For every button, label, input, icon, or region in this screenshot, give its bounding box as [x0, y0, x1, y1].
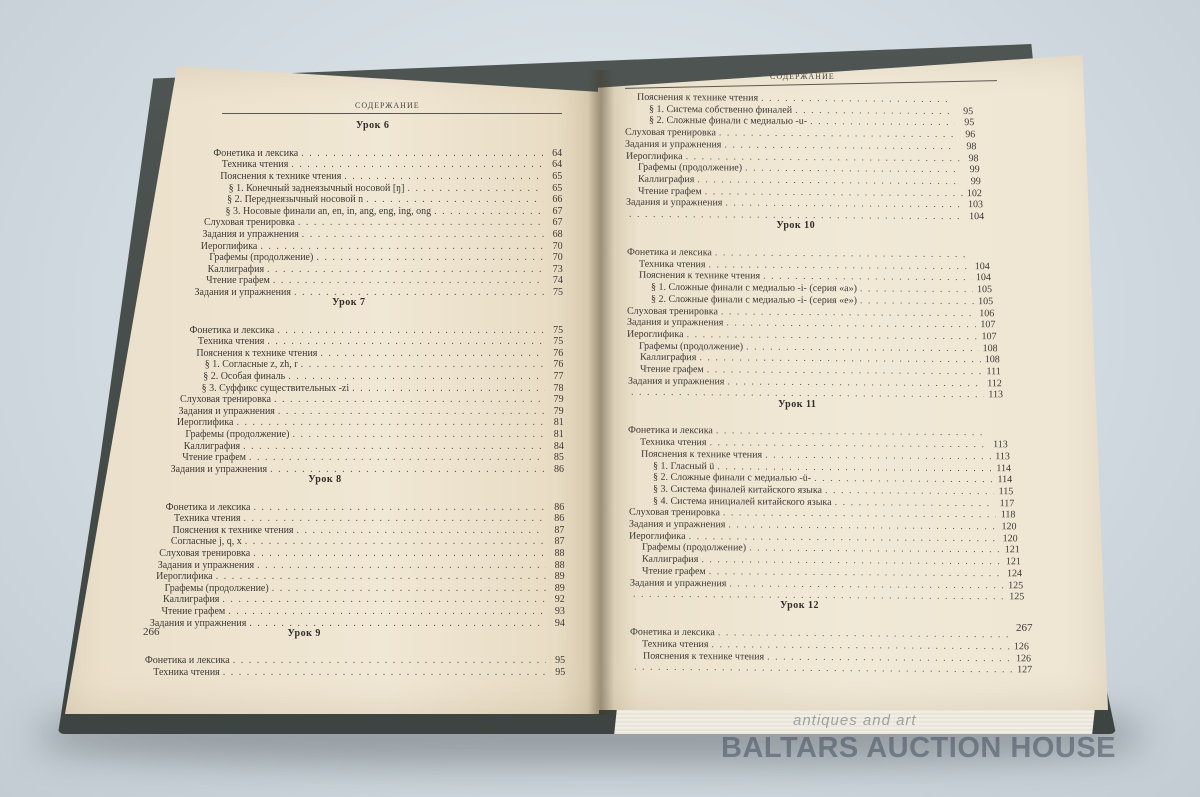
toc-entry: [165, 583, 565, 594]
dot-leader: [810, 116, 955, 128]
dot-leader: [277, 325, 544, 336]
toc-entry-title: Фонетика и лексика: [189, 324, 275, 336]
toc-entry: [178, 406, 563, 417]
toc-page-number: 65: [552, 182, 563, 194]
dot-leader: [298, 217, 544, 228]
toc-entry-title: § 2. Сложные финали с медиалью -ü-: [652, 471, 811, 485]
toc-entry: [195, 287, 563, 298]
toc-page-number: 67: [552, 217, 563, 229]
dot-leader: [706, 364, 981, 377]
toc-page-number: 108: [984, 354, 1000, 366]
toc-entry: [196, 348, 563, 359]
dot-leader: [316, 252, 543, 263]
toc-entry-title: § 1. Согласные z, zh, r: [204, 359, 298, 371]
toc-entry-title: Техника чтения: [197, 336, 265, 348]
toc-entry-title: Каллиграфия: [637, 173, 695, 186]
toc-entry-title: Иероглифика: [200, 240, 258, 252]
toc-page-number: 104: [974, 260, 990, 272]
toc-entry-title: Фонетика и лексика: [144, 655, 230, 667]
toc-entry: [204, 217, 563, 228]
toc-entry-title: § 2. Сложные финали с медиалью -u-: [649, 115, 808, 128]
toc-page-number: 108: [983, 342, 999, 354]
toc-entry-title: Техника чтения: [638, 258, 706, 270]
dot-leader: [267, 264, 544, 275]
lesson-heading: Урок 8: [308, 473, 342, 485]
toc-entry: [651, 294, 993, 307]
toc-page-number: 126: [1015, 652, 1031, 665]
dot-leader: [301, 148, 543, 159]
lesson-heading: Урок 9: [287, 627, 321, 639]
toc-entry-title: Фонетика и лексика: [213, 147, 299, 159]
toc-page-number: 70: [552, 252, 563, 264]
toc-page-number: 104: [975, 272, 991, 284]
toc-page-number: 113: [988, 389, 1004, 401]
dot-leader: [407, 183, 543, 194]
left-folio: 266: [143, 626, 160, 638]
toc-page-number: 99: [970, 176, 981, 188]
toc-page-number: 126: [1014, 641, 1030, 653]
toc-entry-title: Слуховая тренировка: [625, 126, 717, 139]
toc-entry-title: Фонетика и лексика: [630, 626, 716, 639]
toc-entry: [189, 325, 563, 336]
toc-entry: [198, 336, 563, 347]
toc-page-number: 102: [966, 187, 982, 199]
toc-page-number: 113: [994, 451, 1010, 463]
dot-leader: [228, 606, 546, 617]
toc-page-number: 75: [553, 336, 564, 348]
toc-entry-title: § 2. Переднеязычный носовой n: [227, 194, 364, 206]
toc-page-number: 89: [554, 582, 565, 594]
toc-entry-title: Графемы (продолжение): [209, 252, 314, 264]
dot-leader: [708, 566, 1002, 579]
toc-entry: [208, 264, 563, 275]
toc-entry-title: Иероглифика: [156, 571, 213, 583]
toc-entry-title: Пояснения к технике чтения: [640, 448, 762, 461]
dot-leader: [260, 241, 543, 252]
toc-page-number: 66: [552, 194, 563, 206]
toc-page-number: 86: [554, 501, 565, 513]
toc-page-number: 68: [552, 228, 563, 240]
toc-page-number: 113: [993, 439, 1009, 451]
toc-entry: [625, 139, 977, 152]
toc-entry: [158, 560, 565, 571]
toc-page-number: 120: [1001, 521, 1017, 533]
dot-leader: [719, 128, 956, 141]
toc-entry-title: Задания и упражнения: [625, 138, 722, 151]
toc-entry-title: Графемы (продолжение): [637, 161, 742, 174]
toc-entry: [220, 171, 562, 182]
toc-page-number: 106: [979, 307, 995, 319]
toc-entry-title: Чтение графем: [206, 275, 270, 287]
toc-page-number: 92: [554, 594, 565, 606]
dot-leader: [712, 639, 1010, 652]
toc-page-number: 81: [553, 429, 564, 441]
left-head-rule: [222, 113, 562, 114]
toc-entry-title: Каллиграфия: [163, 594, 220, 606]
toc-page-number: 114: [995, 462, 1011, 474]
toc-entry-title: Пояснения к технике чтения: [642, 650, 764, 663]
toc-page-number: 124: [1006, 568, 1022, 580]
toc-entry-title: Графемы (продолжение): [185, 429, 290, 441]
toc-page-number: 96: [965, 129, 976, 141]
dot-leader: [725, 139, 958, 152]
dot-leader: [795, 105, 954, 117]
toc-entry-title: Иероглифика: [176, 417, 234, 429]
dot-leader: [288, 371, 544, 382]
toc-entry: [177, 417, 564, 428]
toc-entry: [174, 513, 564, 524]
toc-page-number: 67: [552, 205, 563, 217]
toc-page-number: 95: [964, 117, 975, 129]
toc-page-number: 86: [554, 513, 565, 525]
toc-entry-title: Фонетика и лексика: [628, 425, 714, 437]
toc-entry: [180, 394, 564, 405]
toc-entry-title: Пояснения к технике чтения: [196, 347, 318, 359]
toc-entry: [227, 194, 562, 205]
dot-leader: [244, 513, 546, 524]
toc-page-number: 111: [986, 366, 1001, 378]
dot-leader: [272, 583, 546, 594]
toc-entry: [229, 183, 563, 194]
toc-entry: [156, 571, 564, 582]
toc-entry: [163, 594, 565, 605]
toc-entry-title: Задания и упражнения: [629, 518, 726, 531]
lesson-heading: Урок 11: [778, 398, 817, 410]
toc-entry-title: Техника чтения: [221, 159, 289, 171]
toc-entry-title: § 2. Сложные финали с медиалью -i- (серия «е»): [650, 293, 857, 307]
dot-leader: [292, 429, 544, 440]
toc-entry-title: § 3. Система финалей китайского языка: [652, 483, 822, 496]
toc-entry: [161, 606, 564, 617]
toc-page-number: 65: [552, 170, 563, 182]
toc-entry: [150, 618, 565, 629]
toc-entry-title: Иероглифика: [625, 150, 683, 162]
dot-leader: [216, 571, 546, 582]
toc-entry-title: Задания и упражнения: [170, 463, 268, 475]
toc-page-number: 76: [553, 359, 564, 371]
toc-page-number: 120: [1003, 533, 1019, 545]
dot-leader: [253, 548, 545, 559]
toc-entry-title: § 4. Система инициалей китайского языка: [652, 495, 832, 508]
dot-leader: [257, 560, 545, 571]
toc-entry-title: § 1. Конечный заднеязычный носовой [ŋ]: [228, 182, 405, 194]
toc-entry-title: Задания и упражнения: [626, 197, 723, 209]
dot-leader: [434, 206, 543, 217]
toc-page-number: 121: [1004, 544, 1020, 556]
toc-page-number: 107: [980, 319, 996, 331]
lesson-heading: Урок 10: [776, 220, 816, 232]
lesson-heading: Урок 7: [332, 296, 366, 308]
toc-page-number: 81: [553, 417, 564, 429]
toc-entry-title: Иероглифика: [627, 328, 684, 341]
dot-leader: [302, 229, 544, 240]
dot-leader: [249, 452, 545, 463]
dot-leader: [352, 383, 544, 394]
toc-entry: [213, 148, 562, 159]
toc-page-number: 87: [554, 536, 565, 548]
toc-entry-title: Задания и упражнения: [194, 286, 291, 298]
dot-leader: [233, 655, 546, 666]
lesson-heading: Урок 12: [780, 600, 819, 612]
toc-page-number: 98: [966, 140, 977, 153]
dot-leader: [714, 247, 969, 260]
toc-entry: [206, 275, 563, 286]
toc-entry-title: Задания и упражнения: [627, 316, 724, 329]
dot-leader: [825, 485, 994, 497]
dot-leader: [267, 336, 544, 347]
toc-entry-title: Согласные j, q, x: [170, 536, 242, 548]
toc-page-number: 93: [554, 605, 565, 617]
dot-leader: [222, 594, 545, 605]
toc-entry: [166, 502, 565, 513]
toc-page-number: 70: [552, 240, 563, 252]
left-running-head: СОДЕРЖАНИЕ: [355, 101, 420, 110]
toc-entry-title: Задания и упражнения: [627, 375, 725, 388]
toc-page-number: 94: [554, 617, 565, 629]
toc-page-number: 115: [998, 486, 1014, 498]
dot-leader: [727, 318, 977, 331]
toc-entry: [153, 667, 565, 678]
toc-entry-title: Задания и упражнения: [157, 559, 255, 571]
toc-page-number: 104: [969, 211, 985, 223]
toc-entry: [638, 174, 981, 187]
toc-page-number: 84: [553, 440, 564, 452]
toc-page-number: 114: [997, 474, 1012, 486]
toc-page-number: 76: [553, 347, 564, 359]
toc-entry: [222, 159, 562, 170]
toc-entry-title: Чтение графем: [182, 452, 246, 464]
toc-entry-title: Фонетика и лексика: [626, 246, 712, 259]
toc-page-number: 121: [1005, 556, 1021, 568]
toc-entry-title: Чтение графем: [639, 363, 704, 376]
toc-page-number: 118: [1000, 509, 1016, 521]
dot-leader: [761, 93, 953, 105]
dot-leader: [835, 497, 996, 509]
toc-entry-title: § 3. Суффикс существительных -zi: [201, 382, 350, 394]
toc-entry-title: Слуховая тренировка: [629, 506, 721, 519]
toc-page-number: 117: [999, 497, 1015, 509]
watermark-subtitle: antiques and art: [793, 712, 917, 729]
dot-leader: [725, 198, 964, 211]
toc-page-number: 125: [1009, 591, 1025, 603]
toc-entry-title: Графемы (продолжение): [639, 340, 744, 353]
toc-page-number: 88: [554, 559, 565, 571]
dot-leader: [291, 159, 543, 170]
toc-entry: [201, 241, 563, 252]
toc-page-number: 105: [976, 284, 992, 296]
toc-entry: [171, 536, 565, 547]
dot-leader: [278, 406, 545, 417]
toc-page-number: 112: [987, 377, 1002, 390]
spine-gutter: [588, 70, 614, 715]
toc-page-number: 127: [1016, 664, 1032, 676]
toc-entry-title: Слуховая тренировка: [180, 394, 271, 406]
toc-entry: [171, 464, 564, 475]
toc-page-number: 64: [552, 147, 563, 159]
toc-page-number: 73: [552, 263, 563, 275]
toc-entry: [184, 441, 564, 452]
toc-entry-title: § 3. Носовые финали an, en, in, ang, eng, ing, ong: [225, 205, 432, 217]
toc-entry-title: Чтение графем: [637, 185, 702, 197]
toc-entry-title: Каллиграфия: [183, 440, 241, 452]
toc-entry: [205, 359, 564, 370]
toc-entry-title: Пояснения к технике чтения: [636, 91, 759, 104]
toc-page-number: 78: [553, 382, 564, 394]
toc-entry-title: Слуховая тренировка: [627, 305, 719, 317]
toc-page-number: 85: [553, 452, 564, 464]
toc-entry-title: Слуховая тренировка: [203, 217, 295, 229]
toc-page-number: 77: [553, 371, 564, 383]
dot-leader: [274, 394, 545, 405]
toc-entry-title: Каллиграфия: [207, 263, 265, 275]
dot-leader: [243, 441, 545, 452]
toc-page-number: 125: [1007, 579, 1024, 591]
toc-entry-title: Чтение графем: [161, 605, 226, 617]
toc-page-number: 88: [554, 547, 565, 559]
toc-entry: [202, 229, 562, 240]
dot-leader: [701, 554, 1002, 567]
toc-entry-title: Пояснения к технике чтения: [638, 270, 760, 283]
dot-leader: [763, 271, 972, 283]
dot-leader: [344, 171, 543, 182]
dot-leader: [223, 667, 546, 678]
toc-entry-title: § 2. Особая финаль: [203, 371, 286, 383]
dot-leader: [765, 449, 991, 462]
toc-entry-title: Задания и упражнения: [178, 405, 275, 417]
dot-leader: [273, 275, 544, 286]
lesson-heading: Урок 6: [356, 120, 390, 131]
toc-entry-title: Задания и упражнения: [629, 577, 727, 589]
toc-entry-title: Иероглифика: [629, 530, 686, 542]
watermark-title: BALTARS AUCTION HOUSE: [721, 732, 1117, 764]
toc-entry: [185, 429, 563, 440]
toc-page-number: 98: [968, 152, 979, 164]
toc-entry-title: § 1. Система собственно финалей: [649, 103, 793, 116]
toc-page-number: 107: [981, 331, 997, 343]
toc-entry: [202, 383, 564, 394]
dot-leader: [745, 163, 961, 176]
toc-entry-title: Чтение графем: [641, 565, 706, 577]
dot-leader: [297, 525, 546, 536]
toc-entry: [209, 252, 563, 263]
dot-leader: [687, 329, 978, 342]
dot-leader: [710, 437, 989, 450]
toc-entry-title: Техника чтения: [642, 638, 710, 651]
toc-page-number: 99: [969, 164, 980, 176]
toc-page-number: 103: [968, 199, 984, 211]
dot-leader: [301, 359, 545, 370]
toc-entry-title: Каллиграфия: [641, 553, 699, 566]
toc-entry: [226, 206, 563, 217]
toc-entry-title: Задания и упражнения: [202, 228, 299, 240]
toc-page-number: 75: [552, 286, 563, 298]
right-folio: 267: [1016, 622, 1033, 634]
dot-leader: [320, 348, 544, 359]
toc-entry-title: Техника чтения: [174, 513, 241, 525]
toc-entry-title: § 1. Гласный ü: [652, 460, 715, 472]
toc-entry-title: Каллиграфия: [639, 352, 697, 364]
toc-entry: [159, 548, 564, 559]
toc-page-number: 95: [963, 105, 974, 117]
auction-watermark: [721, 712, 1121, 778]
toc-entry-title: Графемы (продолжение): [164, 582, 269, 594]
toc-page-number: 75: [553, 324, 564, 336]
dot-leader: [729, 519, 998, 532]
toc-entry: [172, 525, 564, 536]
toc-entry-title: Пояснения к технике чтения: [220, 170, 342, 182]
toc-page-number: 89: [554, 571, 565, 583]
toc-page-number: 86: [554, 463, 564, 475]
toc-page-number: 105: [978, 295, 994, 308]
toc-entry-title: Задания и упражнения: [149, 617, 247, 629]
toc-page-number: 79: [553, 405, 564, 417]
toc-page-number: 87: [554, 524, 565, 536]
toc-entry-title: Техника чтения: [153, 666, 220, 678]
toc-entry-title: Графемы (продолжение): [641, 542, 746, 554]
dot-leader: [366, 194, 543, 205]
dot-leader: [237, 417, 545, 428]
toc-entry-title: § 1. Сложные финали с медиалью -i- (серия «а»): [650, 281, 857, 295]
toc-entry: [203, 371, 563, 382]
toc-entry-title: Слуховая тренировка: [159, 547, 251, 559]
dot-leader: [697, 174, 961, 187]
toc-page-number: 95: [555, 666, 566, 678]
right-running-head: СОДЕРЖАНИЕ: [770, 72, 835, 81]
toc-page-number: 79: [553, 394, 564, 406]
toc-page-number: 95: [555, 655, 566, 667]
dot-leader: [253, 502, 545, 513]
toc-entry: [145, 655, 565, 666]
toc-entry-title: Техника чтения: [640, 436, 708, 449]
dot-leader: [245, 536, 546, 547]
toc-entry-title: Пояснения к технике чтения: [172, 524, 294, 536]
dot-leader: [814, 473, 993, 485]
toc-entry-title: Фонетика и лексика: [165, 501, 251, 513]
toc-page-number: 74: [552, 275, 563, 287]
dot-leader: [860, 295, 974, 307]
toc-entry: [182, 452, 564, 463]
toc-page-number: 64: [552, 159, 563, 171]
dot-leader: [860, 283, 973, 295]
